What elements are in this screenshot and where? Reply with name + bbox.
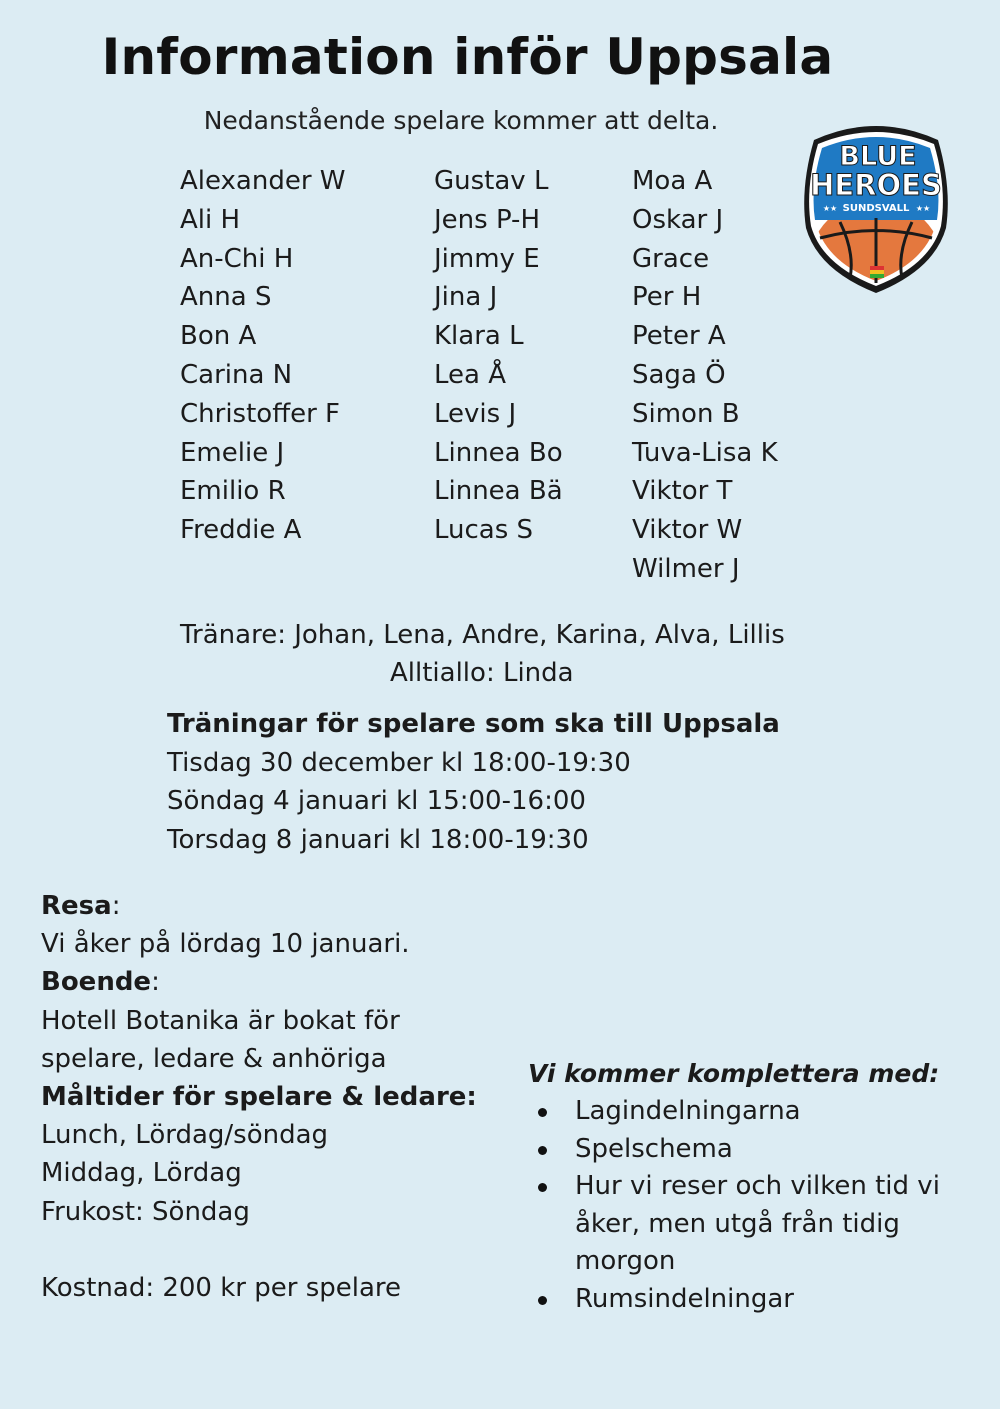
cost-line: Kostnad: 200 kr per spelare [41,1272,402,1303]
player-name: Linnea Bä [434,476,563,507]
player-name: Carina N [180,359,293,390]
player-name: Gustav L [434,166,549,196]
player-name: Lea Å [434,359,507,390]
subtitle: Nedanstående spelare kommer att delta. [203,106,719,135]
player-name: Emilio R [180,476,286,507]
info-section [41,887,477,1307]
list-item-text: Hur vi reser och vilken tid vi åker, men utgå från tidig morgon [575,1171,940,1276]
player-name: Tuva-Lisa K [632,437,778,468]
player-name: Anna S [180,282,272,313]
player-name: Viktor T [632,476,733,507]
player-name: Linnea Bo [434,437,563,468]
player-name: Peter A [632,321,726,352]
list-item-text: Rumsindelningar [575,1283,794,1314]
resa-label: Resa [41,891,112,921]
players-column-1 [180,162,346,550]
player-name: Lucas S [434,515,534,546]
page-title: Information inför Uppsala [101,28,834,86]
player-name: Simon B [632,398,740,429]
player-name: Per H [632,282,702,313]
player-name: Bon A [180,321,257,352]
player-name: Saga Ö [632,359,726,390]
players-column-2 [434,162,563,550]
list-item-text: Spelschema [575,1133,733,1164]
logo-stars-right: ★★ [915,204,931,213]
list-item [528,1281,968,1319]
meals-heading: Måltider för spelare & ledare: [41,1082,477,1113]
meal-item: Frukost: Söndag [41,1196,250,1227]
bullet-icon [538,1146,547,1155]
coaches-line: Tränare: Johan, Lena, Andre, Karina, Alva, Lillis [180,620,785,650]
player-name: Jimmy E [434,243,540,274]
logo-stars-left: ★★ [822,204,838,213]
list-item [528,1131,968,1169]
bullet-icon [538,1183,547,1192]
player-name: Jina J [434,282,498,313]
player-name: Wilmer J [632,553,740,584]
meal-item: Lunch, Lördag/söndag [41,1120,329,1151]
list-item-text: Lagindelningarna [575,1096,801,1126]
meal-item: Middag, Lördag [41,1158,242,1189]
complement-heading: Vi kommer komplettera med: [528,1059,940,1088]
player-name: Levis J [434,398,517,429]
training-item: Torsdag 8 januari kl 18:00-19:30 [167,824,589,855]
alltiallo-line: Alltiallo: Linda [390,658,574,688]
player-name: Jens P-H [434,204,540,235]
resa-text: Vi åker på lördag 10 januari. [41,929,410,960]
list-item [528,1093,968,1131]
boende-label: Boende [41,967,152,998]
player-name: Moa A [632,166,713,196]
list-item [528,1168,968,1281]
team-logo [800,118,952,293]
logo-text-blue: BLUE [839,141,917,172]
logo-text-sundsvall: SUNDSVALL [842,203,910,214]
player-name: Emelie J [180,437,285,468]
training-item: Tisdag 30 december kl 18:00-19:30 [167,747,631,778]
resa-heading: Resa: [41,891,121,921]
boende-line: Hotell Botanika är bokat för [41,1005,400,1036]
boende-heading: Boende: [41,967,160,998]
player-name: Ali H [180,204,241,235]
complement-list [528,1093,968,1318]
player-name: Alexander W [180,166,346,196]
player-name: Grace [632,243,710,274]
logo-text-heroes: HEROES [810,168,942,202]
player-name: Viktor W [632,515,743,546]
players-column-3 [632,162,778,589]
spacer [41,1231,477,1269]
player-name: An-Chi H [180,243,294,274]
complement-section [528,1055,968,1318]
bullet-icon [538,1296,547,1305]
trainings-heading: Träningar för spelare som ska till Uppsala [167,709,780,739]
bullet-icon [538,1108,547,1117]
player-name: Oskar J [632,204,724,235]
trainings-section [167,705,780,859]
player-name: Christoffer F [180,398,341,429]
boende-line: spelare, ledare & anhöriga [41,1043,387,1074]
player-name: Klara L [434,321,524,352]
training-item: Söndag 4 januari kl 15:00-16:00 [167,786,586,816]
player-name: Freddie A [180,515,302,546]
